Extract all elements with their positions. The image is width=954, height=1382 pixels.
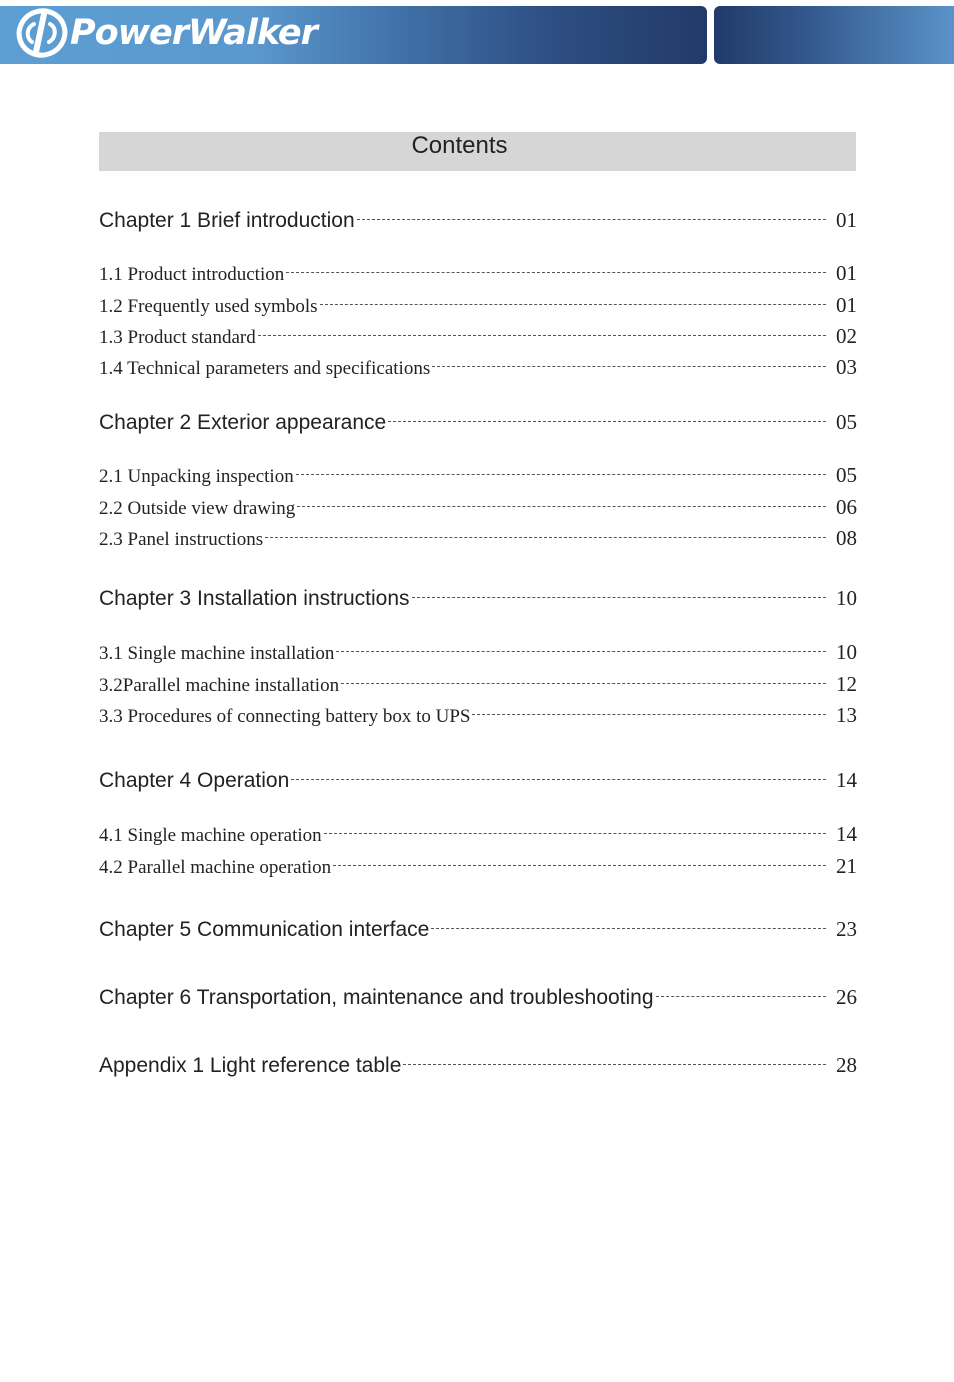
toc-page-number: 05 [836, 410, 857, 434]
toc-leader-dots [265, 537, 826, 538]
toc-entry-label: 1.3 Product standard [99, 327, 256, 348]
toc-entry-4-2[interactable] [99, 854, 857, 879]
toc-entry-label: Chapter 1 Brief introduction [99, 209, 355, 232]
toc-leader-dots [296, 474, 826, 475]
toc-entry-chapter-6[interactable] [99, 985, 857, 1010]
toc-leader-dots [656, 996, 826, 997]
toc-page-number: 08 [836, 526, 857, 550]
toc-page-number: 21 [836, 854, 857, 878]
brand-logo [14, 6, 317, 60]
toc-entry-label: 2.3 Panel instructions [99, 529, 264, 550]
toc-entry-label: 4.1 Single machine operation [99, 825, 322, 846]
toc-entry-label: 1.4 Technical parameters and specifications [99, 358, 431, 379]
toc-leader-dots [403, 1064, 826, 1065]
toc-entry-1-1[interactable] [99, 261, 857, 286]
toc-page-number: 06 [836, 495, 857, 519]
toc-entry-1-4[interactable] [99, 355, 857, 380]
toc-page-number: 23 [836, 917, 857, 941]
toc-page-number: 14 [836, 822, 857, 846]
toc-page-number: 28 [836, 1053, 857, 1077]
toc-leader-dots [320, 304, 827, 305]
toc-leader-dots [357, 219, 826, 220]
toc-leader-dots [472, 714, 826, 715]
toc-leader-dots [341, 683, 826, 684]
toc-entry-2-1[interactable] [99, 463, 857, 488]
toc-entry-3-1[interactable] [99, 640, 857, 665]
toc-entry-2-2[interactable] [99, 495, 857, 520]
toc-page-number: 13 [836, 703, 857, 727]
toc-entry-appendix-1[interactable] [99, 1053, 857, 1078]
toc-page-number: 01 [836, 261, 857, 285]
toc-leader-dots [291, 779, 826, 780]
contents-header-bar [99, 132, 856, 171]
toc-leader-dots [412, 597, 827, 598]
toc-entry-4-1[interactable] [99, 822, 857, 847]
toc-entry-2-3[interactable] [99, 526, 857, 551]
toc-entry-chapter-3[interactable] [99, 586, 857, 611]
toc-leader-dots [333, 865, 826, 866]
toc-leader-dots [324, 833, 826, 834]
toc-entry-label: 3.2Parallel machine installation [99, 675, 340, 696]
brand-name: PowerWalker [70, 13, 317, 53]
header-banner-right [714, 6, 954, 64]
toc-page-number: 01 [836, 208, 857, 232]
toc-leader-dots [432, 366, 826, 367]
toc-entry-label: 3.1 Single machine installation [99, 643, 335, 664]
toc-leader-dots [336, 651, 826, 652]
toc-entry-label: 1.2 Frequently used symbols [99, 296, 318, 317]
toc-leader-dots [286, 272, 826, 273]
toc-entry-label: 1.1 Product introduction [99, 264, 285, 285]
toc-page-number: 05 [836, 463, 857, 487]
toc-page-number: 10 [836, 640, 857, 664]
toc-entry-label: 2.1 Unpacking inspection [99, 466, 294, 487]
toc-entry-label: Appendix 1 Light reference table [99, 1054, 402, 1077]
toc-page-number: 01 [836, 293, 857, 317]
toc-entry-label: Chapter 4 Operation [99, 769, 290, 792]
toc-page-number: 26 [836, 985, 857, 1009]
toc-page-number: 02 [836, 324, 857, 348]
toc-entry-chapter-4[interactable] [99, 768, 857, 793]
toc-page-number: 14 [836, 768, 857, 792]
toc-page-number: 12 [836, 672, 857, 696]
toc-page-number: 03 [836, 355, 857, 379]
toc-entry-label: Chapter 3 Installation instructions [99, 587, 410, 610]
toc-entry-label: 4.2 Parallel machine operation [99, 857, 332, 878]
toc-leader-dots [431, 928, 826, 929]
toc-entry-label: Chapter 5 Communication interface [99, 918, 430, 941]
toc-leader-dots [388, 421, 826, 422]
contents-title: Contents [411, 132, 508, 159]
toc-entry-chapter-5[interactable] [99, 917, 857, 942]
toc-page-number: 10 [836, 586, 857, 610]
toc-leader-dots [258, 335, 826, 336]
toc-entry-1-2[interactable] [99, 293, 857, 318]
toc-entry-chapter-2[interactable] [99, 410, 857, 435]
toc-entry-3-2[interactable] [99, 672, 857, 697]
toc-entry-1-3[interactable] [99, 324, 857, 349]
powerwalker-logo-icon [14, 6, 70, 60]
toc-entry-label: Chapter 2 Exterior appearance [99, 411, 387, 434]
toc-entry-label: Chapter 6 Transportation, maintenance and troubleshooting [99, 986, 654, 1009]
toc-entry-chapter-1[interactable] [99, 208, 857, 233]
toc-entry-label: 3.3 Procedures of connecting battery box to UPS [99, 706, 471, 727]
toc-entry-label: 2.2 Outside view drawing [99, 498, 296, 519]
toc-leader-dots [297, 506, 826, 507]
toc-entry-3-3[interactable] [99, 703, 857, 728]
